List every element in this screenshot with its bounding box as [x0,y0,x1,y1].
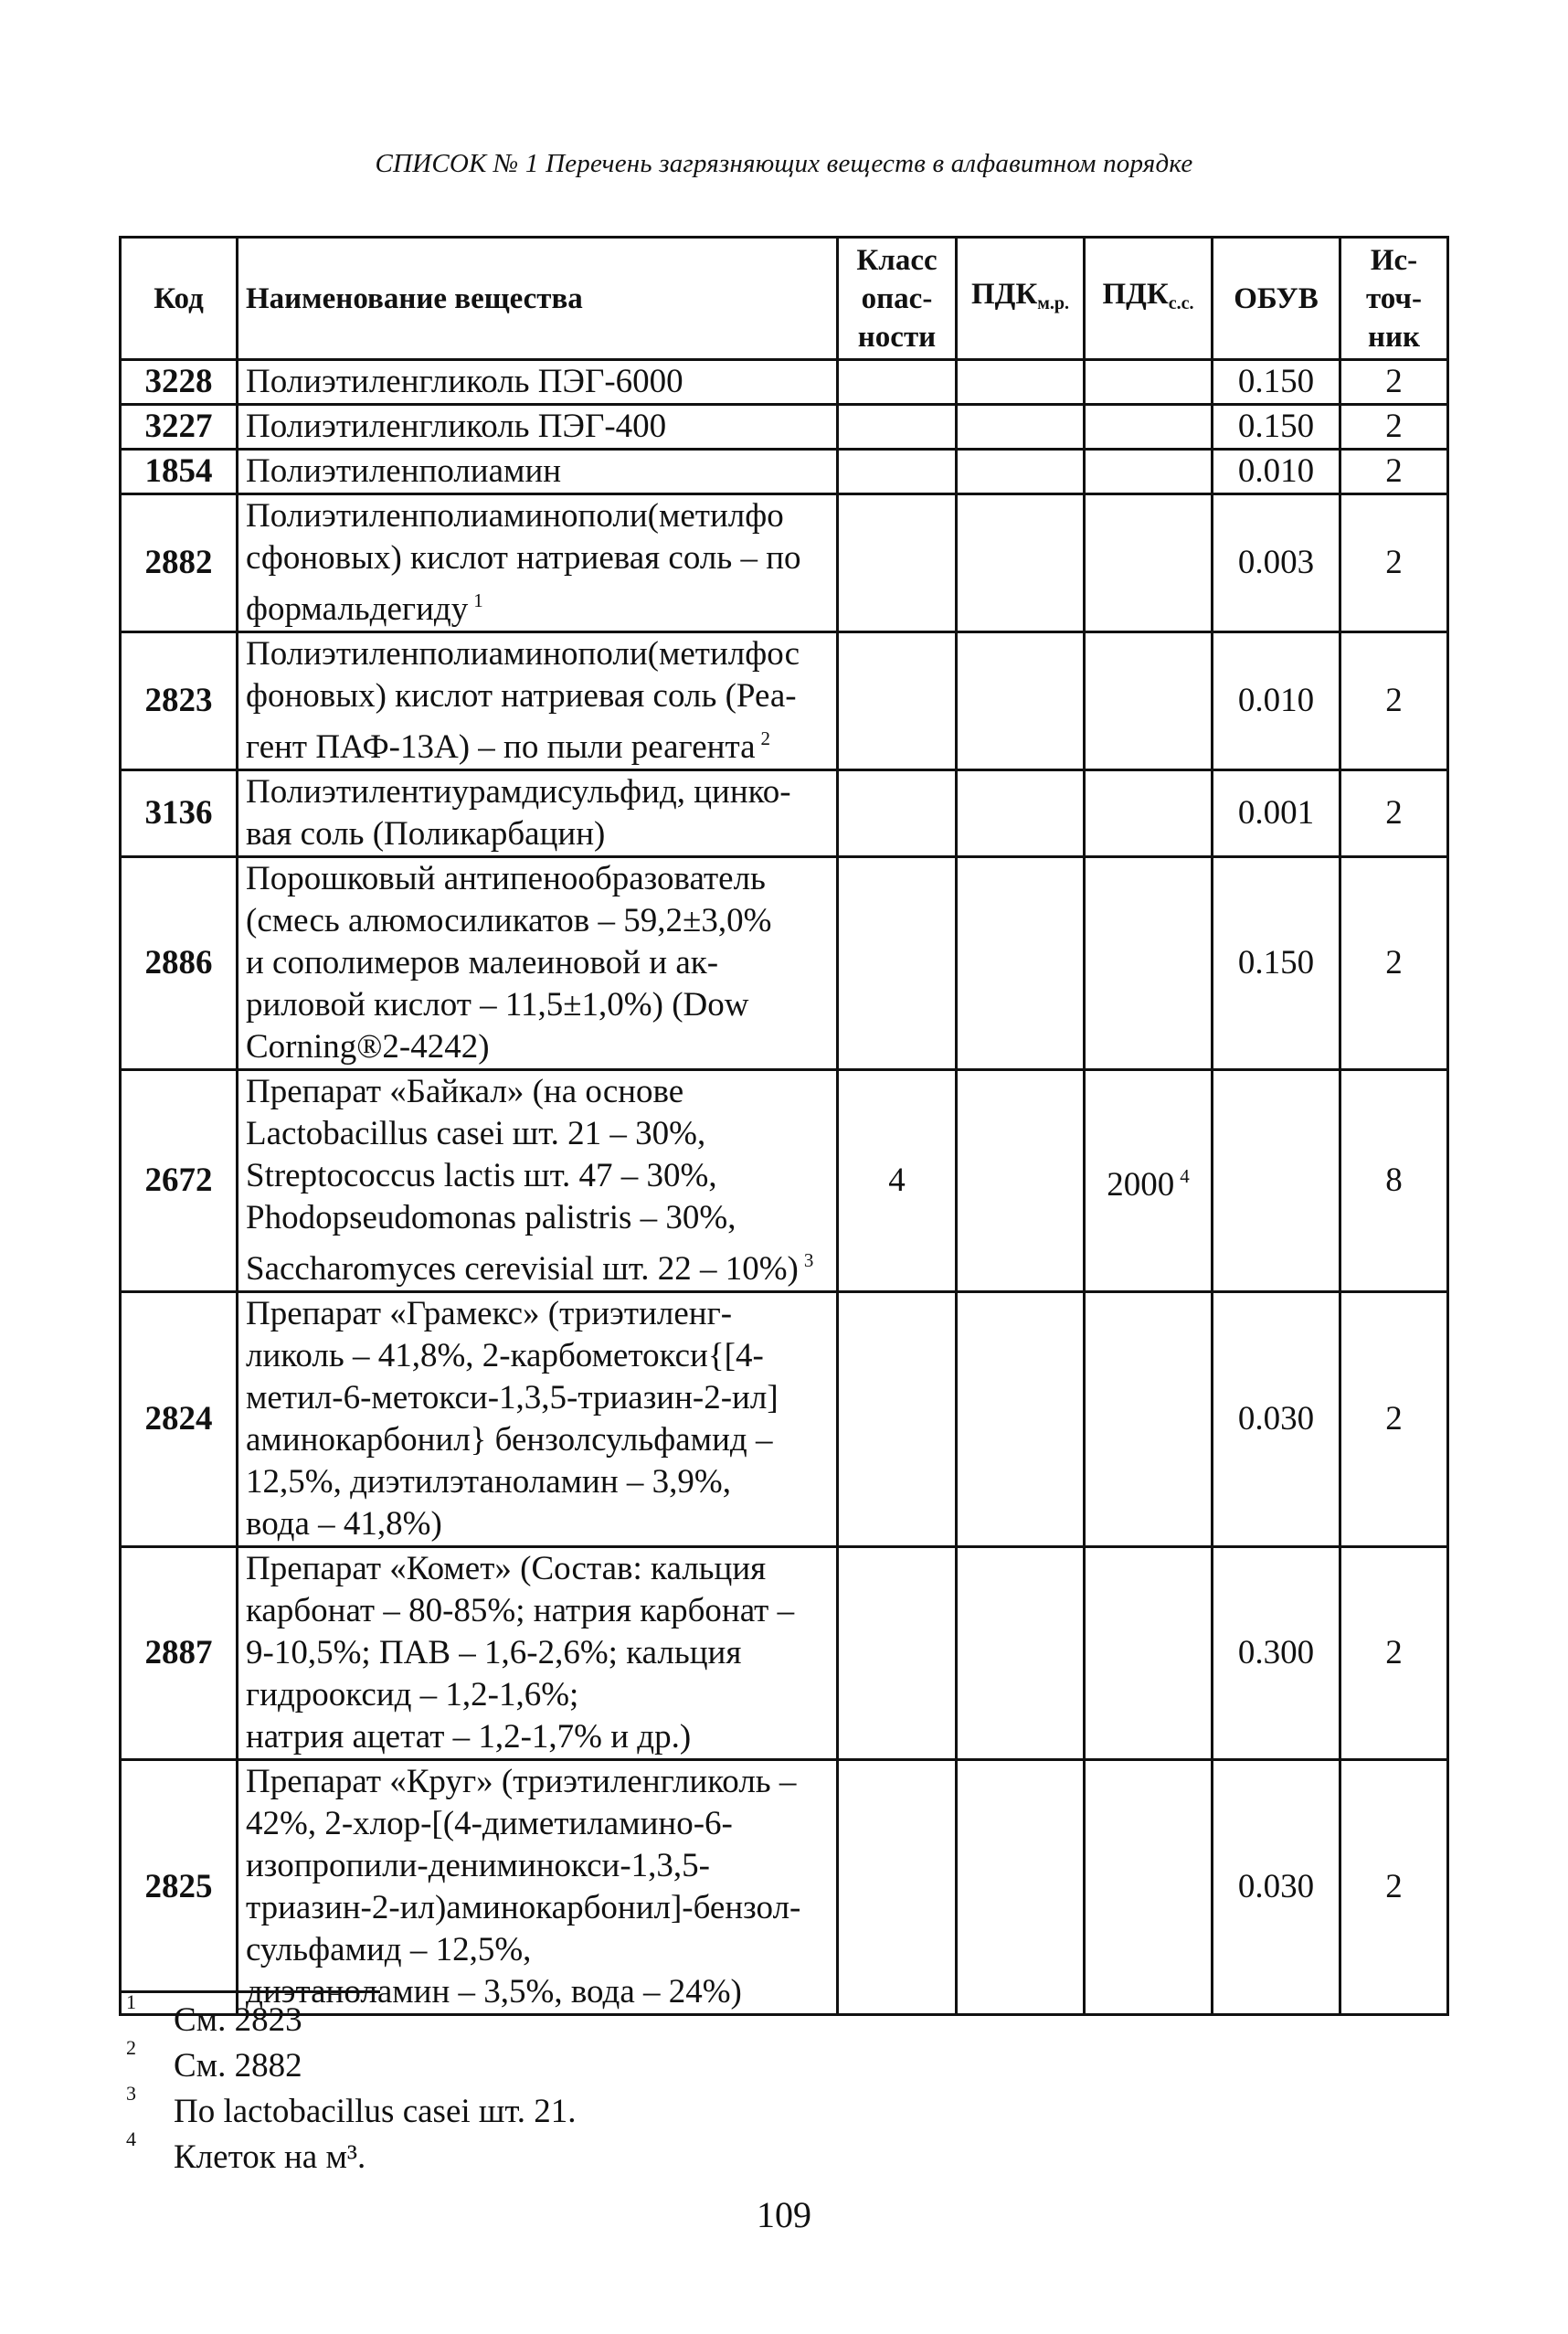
page-number: 109 [757,2194,811,2235]
cell-obuv: 0.150 [1213,857,1340,1070]
name-line: Streptococcus lactis шт. 47 – 30%, [246,1157,717,1194]
name-line: гент ПАФ-13А) – по пыли реагента $^2$ [246,727,771,766]
cell-pdk-ss [1085,494,1213,632]
name-line: Phodopseudomonas palistris – 30%, [246,1199,736,1236]
cell-pdk-mr [957,405,1085,450]
cell-obuv: 0.010 [1213,632,1340,770]
cell-source: 2 [1340,405,1448,450]
table-row [121,632,1448,770]
cell-code: 1854 [121,450,238,494]
name-line: фоновых) кислот натриевая соль (Реа- [246,677,797,715]
cell-code: 2886 [121,857,238,1070]
cell-pdk-mr [957,632,1085,770]
col-header-pdk-ss: $ПДК_{с.с.}$ [1085,238,1213,360]
name-line: диэтаноламин – 3,5%, вода – 24%) [246,1973,742,2010]
cell-pdk-ss [1085,1292,1213,1547]
col-header-name: Наименование вещества [238,238,838,360]
cell-name [238,450,838,494]
name-line: 12,5%, диэтилэтаноламин – 3,9%, [246,1463,731,1501]
cell-pdk-ss [1085,1547,1213,1760]
name-line: Полиэтиленполиаминополи(метилфо [246,497,784,535]
cell-name [238,1292,838,1547]
cell-source: 2 [1340,857,1448,1070]
name-line: сфоновых) кислот натриевая соль – по [246,539,801,577]
cell-code: 2825 [121,1760,238,2015]
cell-name [238,494,838,632]
cell-hazard-class [838,494,957,632]
cell-hazard-class [838,632,957,770]
cell-source: 2 [1340,360,1448,405]
page-header: СПИСОК № 1 Перечень загрязняющих веществ в алфавитном порядке [375,149,1193,178]
cell-code: 3228 [121,360,238,405]
name-line: формальдегиду $^1$ [246,589,483,628]
name-line: Полиэтиленполиаминополи(метилфос [246,635,800,673]
cell-name [238,1547,838,1760]
name-line: метил-6-метокси-1,3,5-триазин-2-ил] [246,1379,779,1416]
cell-obuv: 0.003 [1213,494,1340,632]
cell-source: 2 [1340,1760,1448,2015]
cell-hazard-class: 4 [838,1070,957,1292]
name-line: Препарат «Комет» (Состав: кальция [246,1550,767,1587]
cell-pdk-mr [957,450,1085,494]
name-line: Полиэтиленгликоль ПЭГ-6000 [246,363,683,400]
cell-source: 2 [1340,494,1448,632]
cell-source: 2 [1340,1547,1448,1760]
cell-pdk-ss [1085,405,1213,450]
cell-pdk-ss [1085,450,1213,494]
cell-pdk-mr [957,1070,1085,1292]
substances-table [119,236,1449,2016]
cell-hazard-class [838,450,957,494]
cell-code: 2824 [121,1292,238,1547]
name-line: изопропили-дениминокси-1,3,5- [246,1847,710,1884]
name-line: (смесь алюмосиликатов – 59,2±3,0% [246,902,772,939]
cell-code: 2823 [121,632,238,770]
cell-name [238,1760,838,2015]
cell-pdk-ss [1085,857,1213,1070]
cell-source: 2 [1340,450,1448,494]
table-row [121,450,1448,494]
cell-name [238,632,838,770]
table-row [121,857,1448,1070]
cell-name [238,405,838,450]
name-line: Препарат «Круг» (триэтиленгликоль – [246,1763,797,1800]
name-line: и сополимеров малеиновой и ак- [246,944,719,981]
name-line: гидрооксид – 1,2-1,6%; [246,1676,579,1713]
cell-pdk-ss [1085,1760,1213,2015]
cell-name [238,360,838,405]
cell-obuv: 0.001 [1213,770,1340,857]
cell-obuv: 0.300 [1213,1547,1340,1760]
cell-pdk-mr [957,1292,1085,1547]
cell-code: 2672 [121,1070,238,1292]
name-line: Полиэтиленполиамин [246,452,562,490]
name-line: вая соль (Поликарбацин) [246,815,606,853]
cell-hazard-class [838,1547,957,1760]
table-row [121,494,1448,632]
table-row [121,1292,1448,1547]
cell-source: 2 [1340,1292,1448,1547]
cell-name [238,857,838,1070]
cell-hazard-class [838,1292,957,1547]
col-header-obuv: ОБУВ [1213,238,1340,360]
cell-name [238,1070,838,1292]
cell-obuv: 0.150 [1213,405,1340,450]
cell-pdk-mr [957,857,1085,1070]
cell-pdk-mr [957,360,1085,405]
cell-obuv: 0.030 [1213,1760,1340,2015]
table-row [121,1070,1448,1292]
table-row [121,770,1448,857]
cell-obuv [1213,1070,1340,1292]
cell-pdk-mr [957,1760,1085,2015]
cell-hazard-class [838,770,957,857]
cell-hazard-class [838,360,957,405]
footnote-rule [119,1990,380,1993]
name-line: аминокарбонил} бензолсульфамид – [246,1421,773,1459]
cell-name [238,770,838,857]
name-line: Saccharomyces cerevisial шт. 22 – 10%) $^3$ [246,1249,814,1288]
cell-pdk-mr [957,1547,1085,1760]
cell-pdk-ss [1085,770,1213,857]
name-line: Corning®2-4242) [246,1028,490,1066]
cell-pdk-ss [1085,632,1213,770]
footnote-ref: 3 [803,1249,814,1271]
cell-source: 8 [1340,1070,1448,1292]
col-header-hazard: Класс опас- ности [838,238,957,360]
name-line: риловой кислот – 11,5±1,0%) (Dow [246,986,749,1024]
name-line: натрия ацетат – 1,2-1,7% и др.) [246,1718,692,1756]
name-line: Lactobacillus casei шт. 21 – 30%, [246,1115,706,1152]
cell-hazard-class [838,405,957,450]
cell-source: 2 [1340,770,1448,857]
name-line: Препарат «Байкал» (на основе [246,1073,684,1110]
cell-hazard-class [838,1760,957,2015]
name-line: карбонат – 80-85%; натрия карбонат – [246,1592,795,1629]
cell-pdk-ss: 2000 $^4$ [1085,1070,1213,1292]
name-line: ликоль – 41,8%, 2-карбометокси{[4- [246,1337,764,1374]
name-line: сульфамид – 12,5%, [246,1931,532,1968]
name-line: Полиэтилентиурамдисульфид, цинко- [246,773,791,811]
table-row [121,1547,1448,1760]
name-line: Препарат «Грамекс» (триэтиленг- [246,1295,733,1332]
cell-pdk-mr [957,770,1085,857]
cell-code: 2887 [121,1547,238,1760]
cell-obuv: 0.150 [1213,360,1340,405]
cell-pdk-ss [1085,360,1213,405]
cell-hazard-class [838,857,957,1070]
cell-pdk-mr [957,494,1085,632]
cell-obuv: 0.030 [1213,1292,1340,1547]
name-line: 42%, 2-хлор-[(4-диметиламино-6- [246,1805,733,1842]
cell-code: 2882 [121,494,238,632]
col-header-pdk-mr: $ПДК_{м.р.}$ [957,238,1085,360]
name-line: Полиэтиленгликоль ПЭГ-400 [246,408,667,445]
cell-code: 3227 [121,405,238,450]
table-row [121,1760,1448,2015]
table-row [121,405,1448,450]
name-line: триазин-2-ил)аминокарбонил]-бензол- [246,1889,801,1926]
table-row [121,360,1448,405]
footnote-ref: 1 [473,589,483,611]
name-line: Порошковый антипенообразователь [246,860,766,897]
cell-source: 2 [1340,632,1448,770]
cell-code: 3136 [121,770,238,857]
cell-obuv: 0.010 [1213,450,1340,494]
name-line: 9-10,5%; ПАВ – 1,6-2,6%; кальция [246,1634,742,1671]
name-line: вода – 41,8%) [246,1505,442,1543]
header-row [121,238,1448,360]
col-header-code: Код [121,238,238,360]
footnote-ref: 2 [760,727,771,749]
col-header-source: Ис- точ- ник [1340,238,1448,360]
footnote-ref: 4 [1180,1165,1190,1187]
